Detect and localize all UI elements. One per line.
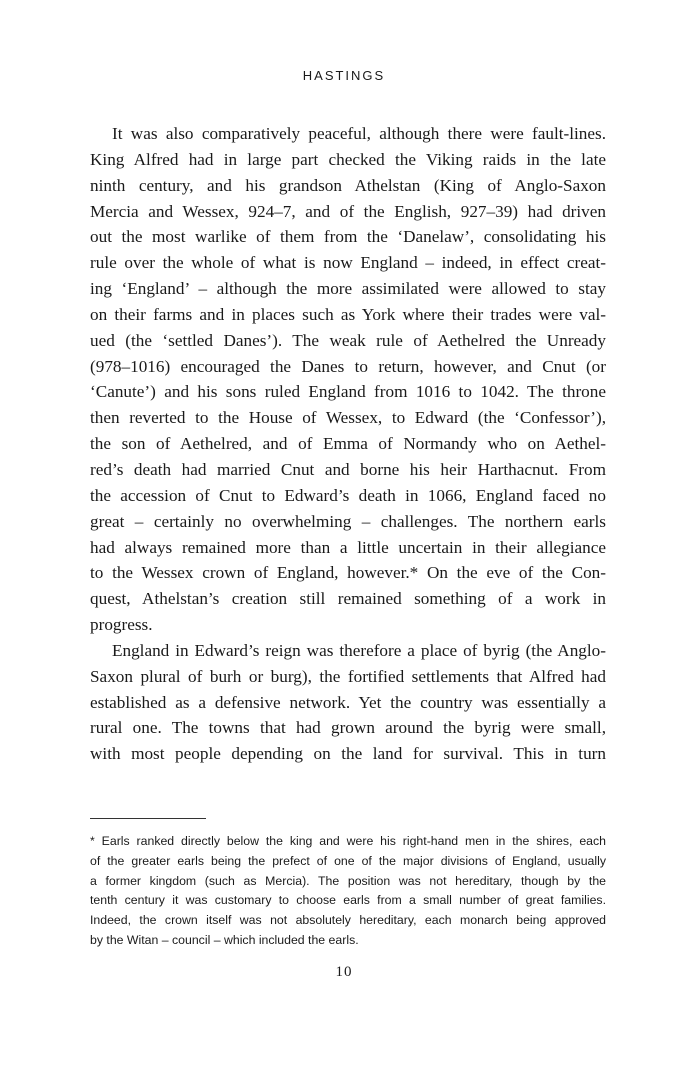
running-header: HASTINGS — [302, 68, 386, 83]
text-line: on their farms and in places such as York where their trades were val- — [90, 304, 606, 324]
text-line: (978–1016) encouraged the Danes to return, however, and Cnut (or — [90, 356, 606, 376]
text-line: It was also comparatively peaceful, although there were fault-lines. — [112, 124, 606, 143]
text-line: Saxon plural of burh or burg), the fortified settlements that Alfred had — [90, 666, 606, 686]
footnote-line: a former kingdom (such as Mercia). The position was not hereditary, though by the — [90, 873, 606, 888]
text-line: England in Edward’s reign was therefore a place of byrig (the Anglo- — [112, 640, 606, 660]
text-line: out the most warlike of them from the ‘Danelaw’, consolidating his — [90, 227, 606, 247]
page-number: 10 — [335, 964, 353, 980]
footnote-line: by the Witan – council – which included the earls. — [90, 932, 359, 947]
text-line: the accession of Cnut to Edward’s death in 1066, England faced no — [90, 485, 606, 505]
footnote-line: of the greater earls being the prefect of one of the major divisions of England, usually — [90, 853, 606, 868]
text-line: to the Wessex crown of England, however.* On the eve of the Con- — [90, 563, 606, 583]
footnote-divider — [90, 818, 206, 819]
text-line: King Alfred had in large part checked the Viking raids in the late — [90, 149, 606, 169]
text-line: ninth century, and his grandson Athelstan (King of Anglo-Saxon — [90, 175, 606, 195]
text-line: the son of Aethelred, and of Emma of Normandy who on Aethel- — [90, 434, 606, 454]
text-line: progress. — [90, 615, 153, 635]
text-line: ‘Canute’) and his sons ruled England from 1016 to 1042. The throne — [90, 382, 606, 402]
text-line: rule over the whole of what is now England – indeed, in effect creat- — [90, 253, 606, 273]
text-line: then reverted to the House of Wessex, to Edward (the ‘Confessor’), — [90, 408, 606, 428]
paragraph-2 — [90, 638, 606, 767]
text-line: rural one. The towns that had grown around the byrig were small, — [90, 718, 606, 738]
text-line: Mercia and Wessex, 924–7, and of the English, 927–39) had driven — [90, 201, 606, 221]
footnote-line: tenth century it was customary to choose earls from a small number of great families. — [90, 893, 606, 908]
main-text — [90, 121, 606, 767]
footnote-line: Indeed, the crown itself was not absolutely hereditary, each monarch being approved — [90, 913, 606, 928]
footnote-line: * Earls ranked directly below the king and were his right-hand men in the shires, each — [90, 834, 606, 848]
text-line: quest, Athelstan’s creation still remained something of a work in — [90, 589, 606, 609]
text-line: great – certainly no overwhelming – challenges. The northern earls — [90, 511, 606, 531]
text-line: red’s death had married Cnut and borne his heir Harthacnut. From — [90, 459, 606, 479]
text-line: established as a defensive network. Yet the country was essentially a — [90, 692, 606, 712]
paragraph-1 — [90, 121, 606, 638]
text-line: ued (the ‘settled Danes’). The weak rule of Aethelred the Unready — [90, 330, 606, 350]
text-line: ing ‘England’ – although the more assimilated were allowed to stay — [90, 279, 606, 299]
text-line: had always remained more than a little uncertain in their allegiance — [90, 537, 606, 557]
text-line: with most people depending on the land for survival. This in turn — [90, 744, 606, 764]
footnote — [90, 832, 606, 951]
